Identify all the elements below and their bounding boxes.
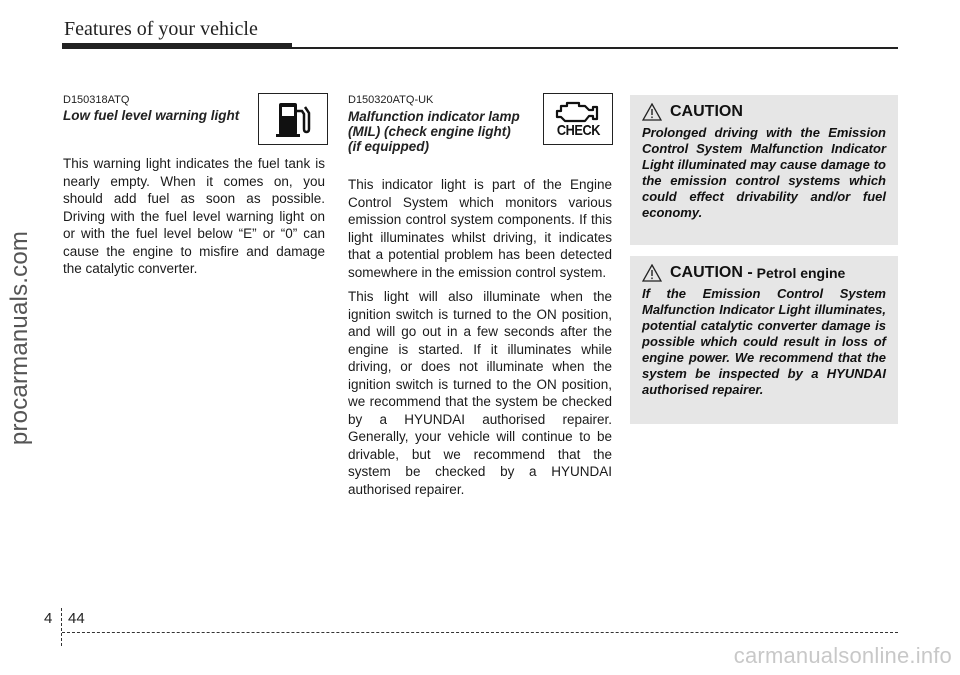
body-paragraph: This warning light indicates the fuel tank is nearly empty. When it comes on, you should add fuel as soon as possible. Driving with the fuel level warning light on or with the fuel level below “E” or “0” can cause the engine to misfire and damage the catalytic converter.	[63, 156, 325, 276]
fuel-warning-icon-box	[258, 93, 328, 145]
page-number: 44	[68, 610, 85, 627]
section-heading: Low fuel level warning light	[63, 108, 240, 123]
section-body	[63, 155, 325, 285]
footer-rule	[62, 632, 898, 633]
header-rule	[292, 47, 898, 49]
side-watermark-text: procarmanuals.com	[6, 230, 33, 445]
section-heading-line: (MIL) (check engine light)	[348, 124, 511, 139]
footer-divider	[61, 608, 62, 646]
section-code: D150320ATQ-UK	[348, 94, 434, 106]
check-label: CHECK	[556, 121, 600, 139]
chapter-number: 4	[44, 610, 53, 627]
check-engine-icon-box	[543, 93, 613, 145]
side-watermark	[0, 0, 40, 675]
caution-subtitle: Petrol engine	[756, 265, 846, 281]
section-heading-line: Malfunction indicator lamp	[348, 109, 520, 124]
caution-header	[642, 103, 886, 121]
caution-box-petrol	[630, 256, 898, 424]
warning-triangle-icon	[642, 103, 662, 121]
caution-header	[642, 264, 886, 282]
section-body	[348, 176, 612, 505]
page-header-title: Features of your vehicle	[64, 18, 258, 40]
section-code: D150318ATQ	[63, 94, 130, 106]
caution-title: CAUTION -	[670, 264, 753, 281]
caution-box	[630, 95, 898, 245]
body-paragraph: This light will also illuminate when the ignition switch is turned to the ON position, and will go out in a few seconds after the engine is started. If it illuminates while driving, or does not illuminate when the ignition switch is turned to the ON position, we recommend that the system be checked by a HYUNDAI authorised repairer. Generally, your vehicle will continue to be drivable, but we recommend that the system be checked by a HYUNDAI authorised repairer.	[348, 289, 612, 497]
bottom-watermark: carmanualsonline.info	[733, 643, 952, 668]
fuel-pump-icon	[271, 99, 315, 139]
section-heading-line: (if equipped)	[348, 139, 429, 154]
body-paragraph: This indicator light is part of the Engine Control System which monitors various emission control system components. If this light illuminates whilst driving, it indicates that a potential problem has been detected somewhere in the emission control system.	[348, 177, 612, 280]
caution-text: Prolonged driving with the Emission Control System Malfunction Indicator Light illuminated may cause damage to the emission control systems which could effect drivability and/or fuel economy.	[642, 125, 886, 220]
warning-triangle-icon	[642, 264, 662, 282]
caution-text: If the Emission Control System Malfunction Indicator Light illuminates, potential catalytic converter damage is possible which could result in loss of engine power. We recommend that the system be inspected by a HYUNDAI authorised repairer.	[642, 286, 886, 397]
caution-title: CAUTION	[670, 103, 743, 120]
check-engine-icon	[553, 100, 603, 124]
header-bar	[62, 43, 292, 49]
